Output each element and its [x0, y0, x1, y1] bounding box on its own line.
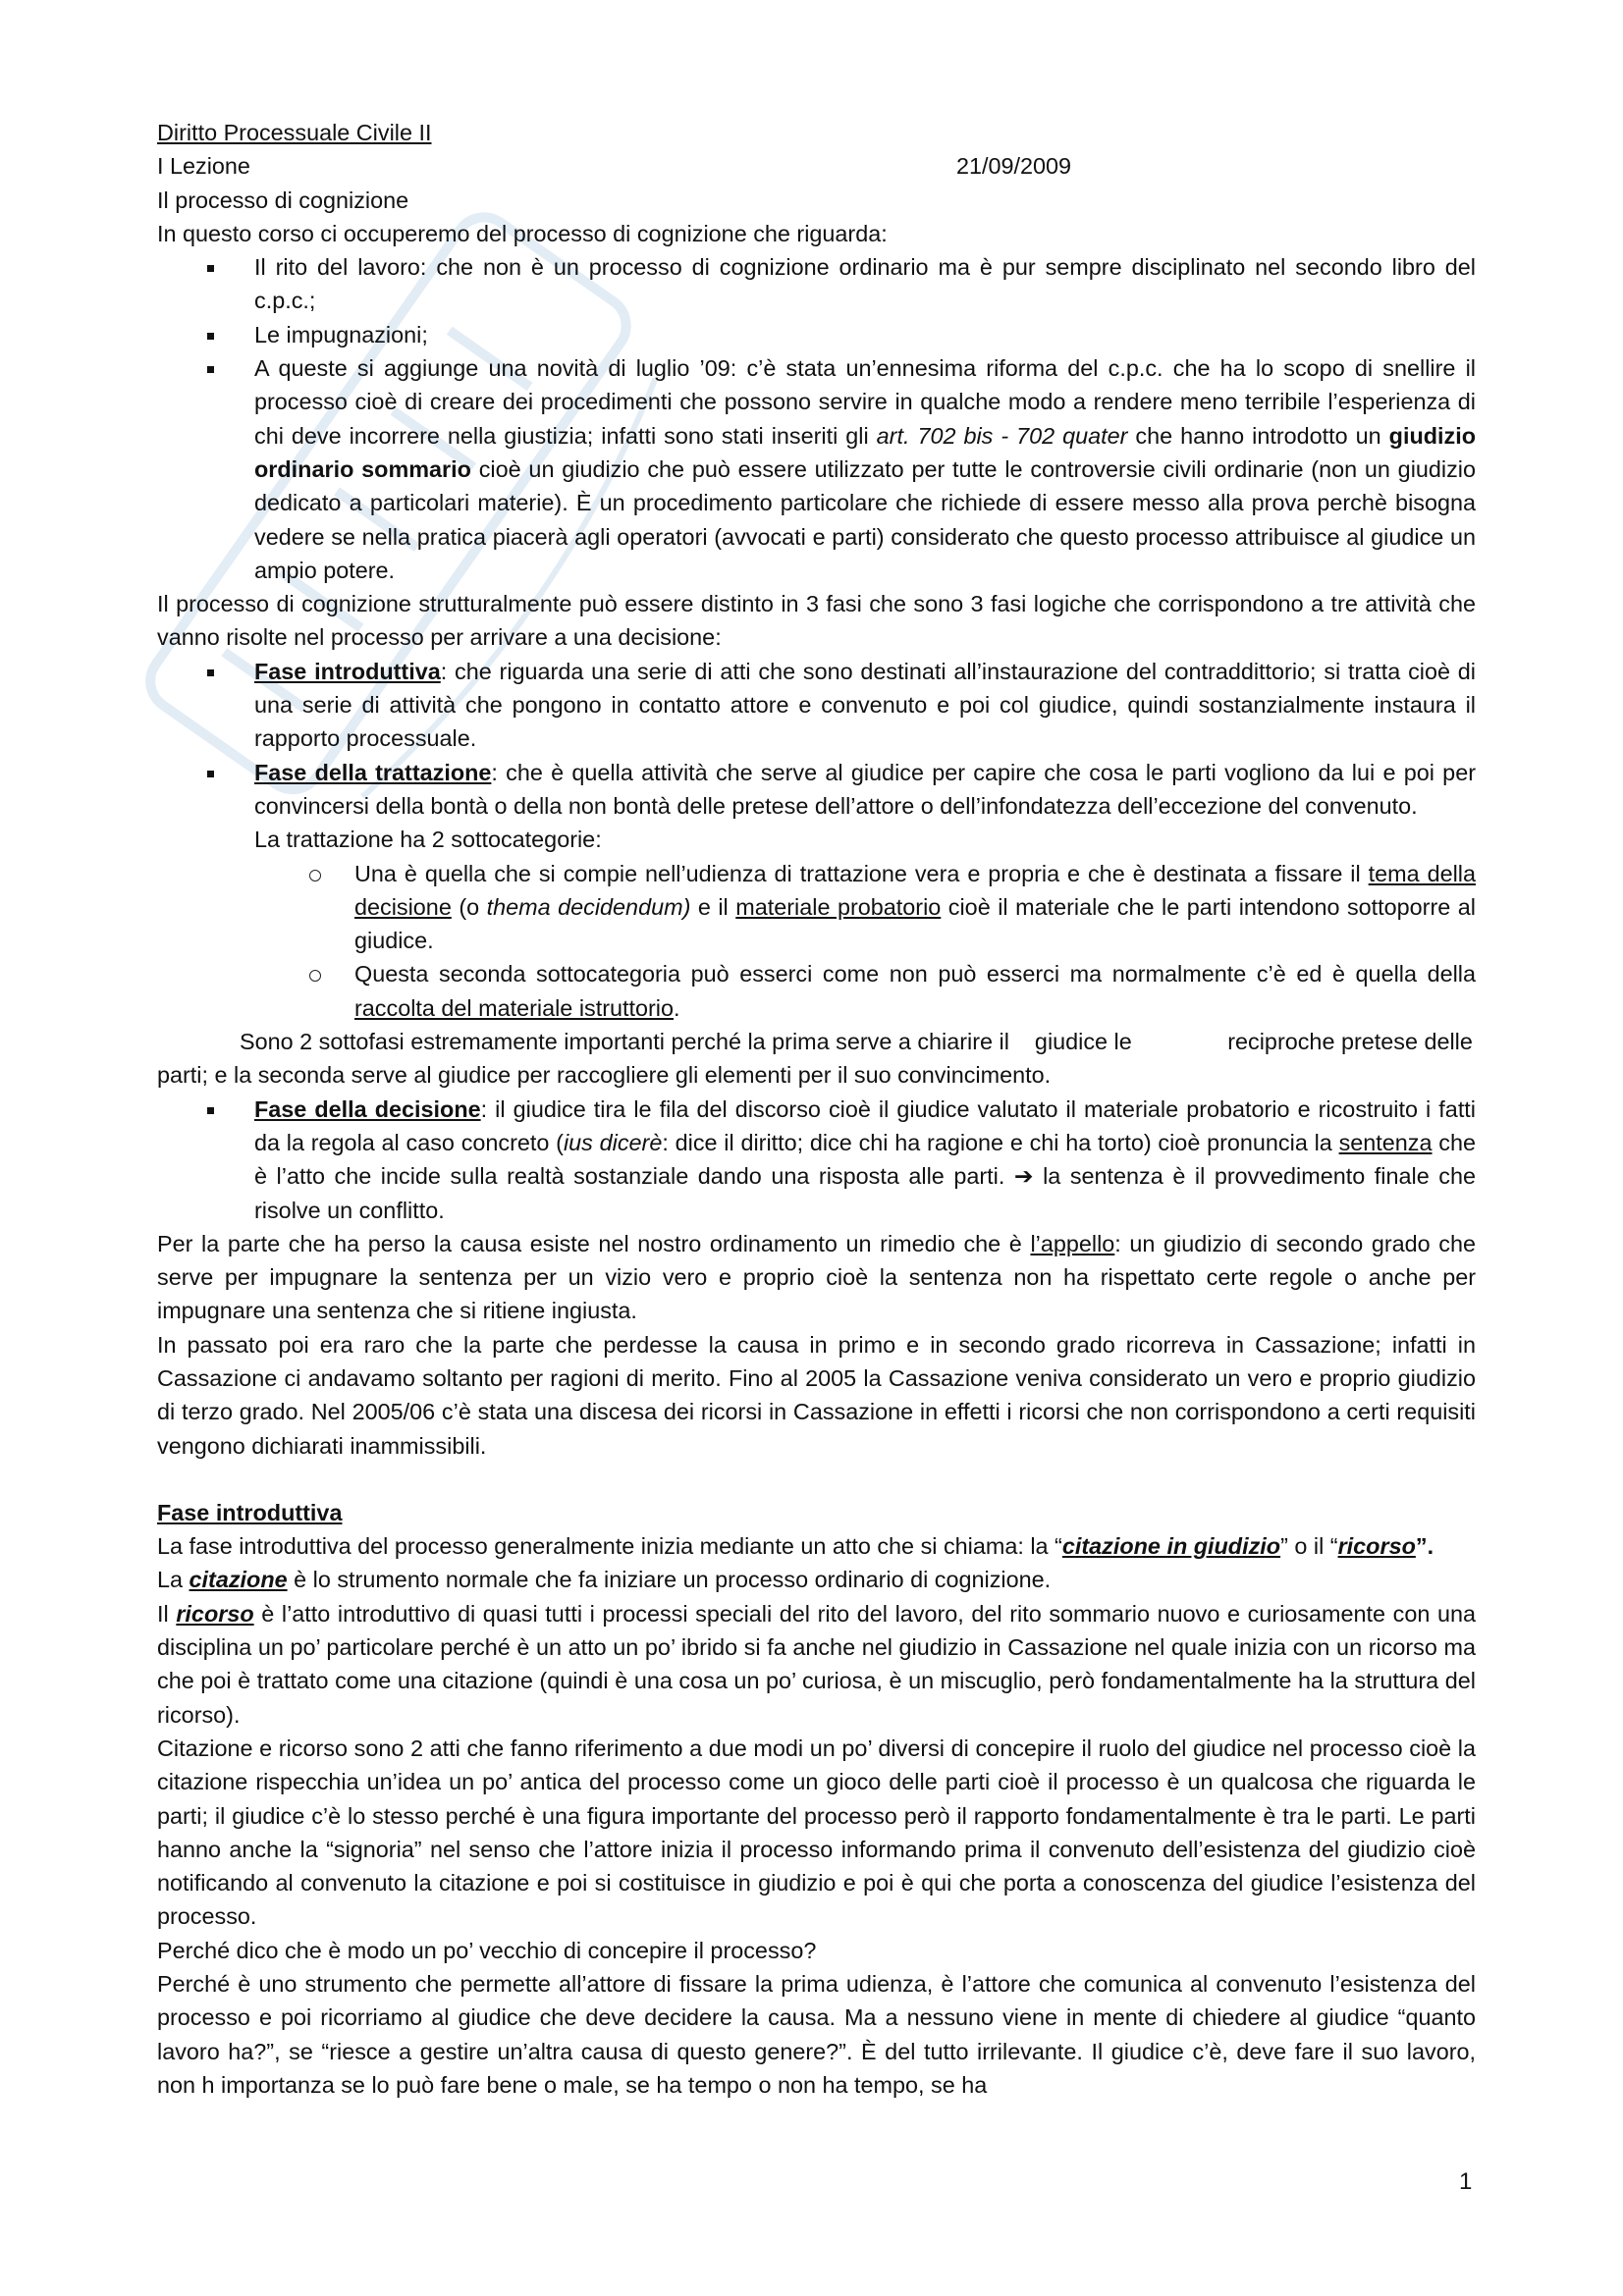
lesson-label: I Lezione — [157, 153, 250, 180]
section-paragraph: Perché è uno strumento che permette all’attore di fissare la prima udienza, è l’attore che comunica al convenuto l’esistenza del processo e poi ricorriamo al giudice che deve decidere la causa. Ma a nessuno viene in mente di chiedere al giudice “quanto lavoro ha?”, se “riesce a gestire un’altra causa di questo genere?”. È del tutto irrilevante. Il giudice c’è, deve fare il suo lavoro, non h importanza se lo può fare bene o male, se ha tempo o non ha tempo, se ha — [157, 1971, 1476, 2098]
lesson-date: 21/09/2009 — [956, 153, 1072, 180]
section-paragraph: La citazione è lo strumento normale che fa iniziare un processo ordinario di cognizione. — [157, 1567, 1052, 1593]
section-heading: Fase introduttiva — [157, 1499, 343, 1525]
section-paragraph: Perché dico che è modo un po’ vecchio di concepire il processo? — [157, 1937, 817, 1963]
appello-paragraph: Per la parte che ha perso la causa esiste nel nostro ordinamento un rimedio che è l’appello: un giudizio di secondo grado che serve per impugnare la sentenza per un vizio vero e proprio cioè la sentenza non ha rispettato certe regole o anche per impugnare una sentenza che si ritiene ingiusta. — [157, 1230, 1476, 1324]
section-paragraph: La fase introduttiva del processo generalmente inizia mediante un atto che si chiama: la “citazione in giudizio” o il “ricorso”. — [157, 1533, 1434, 1560]
page-number: 1 — [1459, 2168, 1473, 2195]
fasi-list — [157, 655, 1476, 823]
topic-heading: Il processo di cognizione — [157, 187, 409, 213]
trattazione-sub-intro: La trattazione ha 2 sottocategorie: — [254, 827, 602, 853]
fase-label: Fase della trattazione — [254, 759, 492, 785]
list-item: Il rito del lavoro: che non è un processo di cognizione ordinario ma è pur sempre disciplinato nel secondo libro del c.p.c.; — [157, 250, 1476, 318]
list-item: Le impugnazioni; — [157, 318, 1476, 351]
section-paragraph: Citazione e ricorso sono 2 atti che fanno riferimento a due modi un po’ diversi di concepire il ruolo del giudice nel processo cioè la citazione rispecchia un’idea un po’ antica del processo come un gioco delle parti cioè il processo è un qualcosa che riguarda le parti; il giudice c’è lo stesso perché è una figura importante del processo però il rapporto fondamentalmente è tra le parti. Le parti hanno anche la “signoria” nel senso che l’attore inizia il processo informando prima il convenuto dell’esistenza del giudizio cioè notificando al convenuto la citazione e poi si costituisce in giudizio e poi è qui che porta a conoscenza del giudice l’esistenza del processo. — [157, 1735, 1476, 1930]
list-item: Questa seconda sottocategoria può esserci come non può esserci ma normalmente c’è ed è quella della raccolta del materiale istruttorio. — [157, 957, 1476, 1025]
arrow-right-icon: ➔ — [1013, 1163, 1034, 1190]
trattazione-sublist — [157, 857, 1476, 1025]
intro-paragraph: In questo corso ci occuperemo del processo di cognizione che riguarda: — [157, 220, 888, 246]
section-paragraph: Il ricorso è l’atto introduttivo di quasi tutti i processi speciali del rito del lavoro, del rito sommario nuovo e curiosamente con una disciplina un po’ particolare perché è un atto un po’ ibrido si fa anche nel giudizio in Cassazione nel quale inizia con un ricorso ma che poi è trattato come una citazione (quindi è una cosa un po’ curiosa, è un miscuglio, però fondamentalmente ha la struttura del ricorso). — [157, 1600, 1476, 1728]
spacer — [157, 1463, 1476, 1496]
fase-decisione-item: Fase della decisione: il giudice tira le fila del discorso cioè il giudice valutato il materiale probatorio e ricostruito i fatti da la regola al caso concreto (ius dicerè: dice il diritto; dice chi ha ragione e chi ha torto) cioè pronuncia la sentenza che è l’atto che incide sulla realtà sostanziale dando una risposta alle parti. ➔ la sentenza è il provvedimento finale che risolve un conflitto. — [157, 1093, 1476, 1227]
document-page — [157, 116, 1480, 2102]
fase-label: Fase della decisione — [254, 1095, 481, 1122]
fase-introduttiva-item: Fase introduttiva: che riguarda una serie di atti che sono destinati all’instaurazione del contraddittorio; si tratta cioè di una serie di attività che pongono in contatto attore e convenuto e poi col giudice, quindi sostanzialmente instaura il rapporto processuale. — [157, 655, 1476, 756]
fase-label: Fase introduttiva — [254, 658, 441, 684]
list-item: A queste si aggiunge una novità di luglio ’09: c’è stata un’ennesima riforma del c.p.c. che ha lo scopo di snellire il processo cioè di creare dei procedimenti che possono servire in qualche modo a rendere meno terribile l’esperienza di chi deve incorrere nella giustizia; infatti sono stati inseriti gli art. 702 bis - 702 quater che hanno introdotto un giudizio ordinario sommario cioè un giudizio che può essere utilizzato per tutte le controversie civili ordinarie (non un giudizio dedicato a particolari materie). È un procedimento particolare che richiede di essere messo alla prova perchè bisogna vedere se nella pratica piacerà agli operatori (avvocati e parti) considerato che questo processo attribuisce al giudice un ampio potere. — [157, 351, 1476, 587]
course-title: Diritto Processuale Civile II — [157, 120, 432, 145]
fasi-intro: Il processo di cognizione strutturalmente può essere distinto in 3 fasi che sono 3 fasi logiche che corrispondono a tre attività che vanno risolte nel processo per arrivare a una decisione: — [157, 591, 1476, 651]
fasi-list-continued — [157, 1093, 1476, 1227]
fase-trattazione-item: Fase della trattazione: che è quella attività che serve al giudice per capire che cosa le parti vogliono da lui e poi per convincersi della bontà o della non bontà delle pretese dell’attore o dell’infondatezza dell’eccezione del convenuto. — [157, 756, 1476, 824]
intro-list — [157, 250, 1476, 587]
cassazione-paragraph: In passato poi era raro che la parte che perdesse la causa in primo e in secondo grado ricorreva in Cassazione; infatti in Cassazione ci andavamo soltanto per ragioni di merito. Fino al 2005 la Cassazione veniva considerato un vero e proprio giudizio di terzo grado. Nel 2005/06 c’è stata una discesa dei ricorsi in Cassazione in effetti i ricorsi che non corrispondono a certi requisiti vengono dichiarati inammissibili. — [157, 1331, 1476, 1459]
sottofasi-paragraph: Sono 2 sottofasi estremamente importanti perché la prima serve a chiarire il giudice le reciproche pretese delle parti; e la seconda serve al giudice per raccogliere gli elementi per il suo convincimento. — [157, 1029, 1480, 1089]
lesson-line — [157, 149, 1476, 183]
list-item: Una è quella che si compie nell’udienza di trattazione vera e propria e che è destinata a fissare il tema della decisione (o thema decidendum) e il materiale probatorio cioè il materiale che le parti intendono sottoporre al giudice. — [157, 857, 1476, 958]
